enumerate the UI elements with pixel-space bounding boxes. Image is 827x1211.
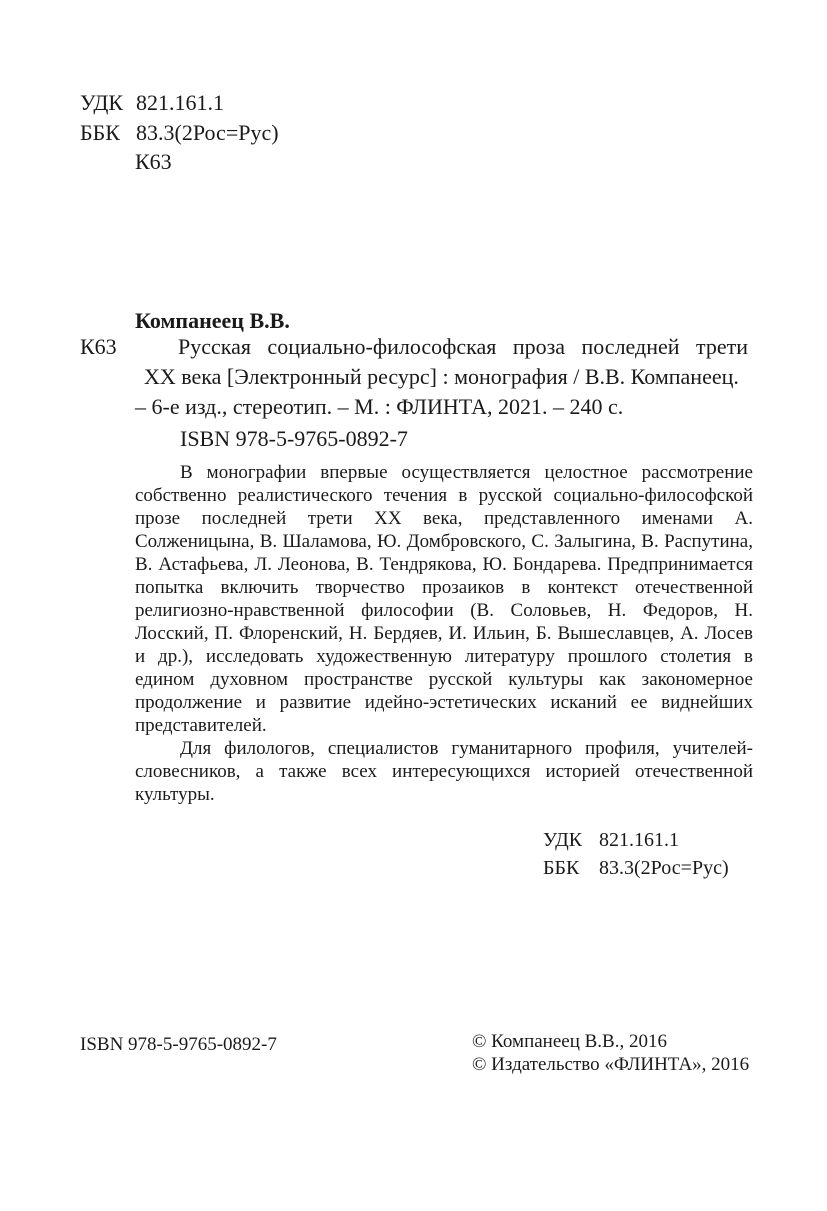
isbn-record: ISBN 978-5-9765-0892-7 — [180, 426, 408, 451]
bbk-line — [80, 118, 279, 148]
bbk-value: 83.3(2Рос=Рус) — [136, 120, 279, 145]
copyright-publisher: © Издательство «ФЛИНТА», 2016 — [472, 1054, 750, 1075]
footer-udk-value: 821.161.1 — [599, 829, 679, 851]
udk-value: 821.161.1 — [136, 90, 224, 115]
copyright-block — [472, 1030, 749, 1076]
footer-bbk-value: 83.3(2Рос=Рус) — [599, 857, 729, 879]
footer-udk-label: УДК — [543, 829, 583, 851]
udk-label: УДК — [80, 90, 124, 115]
description-line-1: Русская социально-философская проза последней трети — [178, 334, 748, 359]
udk-line — [80, 88, 279, 118]
abstract-paragraph-1: В монографии впервые осуществляется целостное рассмотрение собственно реалистического течения в русской социально-философской прозе последней трети XX века, представленного именами А. Солженицына, В. Шаламова, Ю. Домбровского, С. Залыгина, В. Распутина, В. Астафьева, Л. Леонова, В. Тендрякова, Ю. Бондарева. Предпринимается попытка включить творчество прозаиков в контекст отечественной религиозно-нравственной философии (В. Соловьев, Н. Федоров, Н. Лосский, П. Флоренский, Н. Бердяев, И. Ильин, Б. Вышеславцев, А. Лосев и др.), исследовать художественную литературу прошлого столетия в едином духовном пространстве русской культуры как закономерное продолжение и развитие идейно-эстетических исканий ее виднейших представителей. — [135, 462, 753, 736]
author-sign-side: К63 — [80, 334, 117, 359]
abstract — [135, 461, 753, 806]
author-heading: Компанеец В.В. — [135, 308, 290, 333]
footer-bbk-line — [543, 854, 729, 882]
bibliographic-description — [135, 332, 748, 422]
footer-bbk-label: ББК — [543, 857, 580, 879]
bottom-classification-codes — [543, 826, 729, 882]
abstract-paragraph-2: Для филологов, специалистов гуманитарного профиля, учителей-словесников, а также всех интересующихся историей отечественной культуры. — [135, 738, 753, 805]
description-line-2: XX века [Электронный ресурс] : монография / В.В. Компанеец. — [144, 364, 739, 389]
top-classification-codes — [80, 88, 279, 148]
bbk-label: ББК — [80, 120, 120, 145]
footer-isbn: ISBN 978-5-9765-0892-7 — [80, 1034, 277, 1055]
copyright-author: © Компанеец В.В., 2016 — [472, 1031, 667, 1052]
footer-udk-line — [543, 826, 729, 854]
description-line-3: – 6-е изд., стереотип. – М. : ФЛИНТА, 2021. – 240 с. — [135, 394, 624, 419]
author-sign-top: К63 — [135, 149, 172, 174]
